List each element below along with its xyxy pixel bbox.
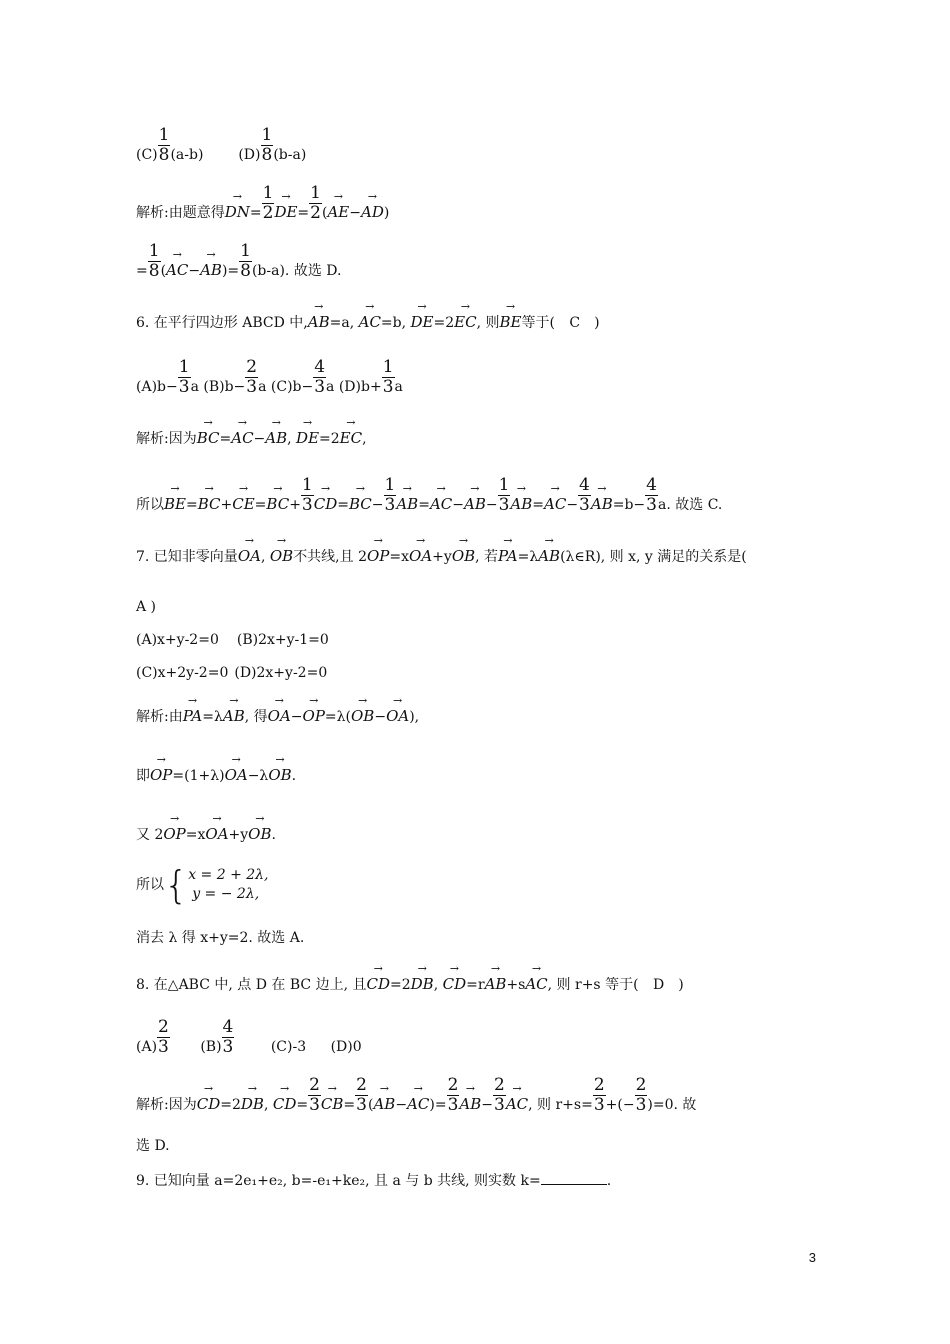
q8-stem: 8. 在△ABC 中, 点 D 在 BC 边上, 且→ CD=2→ DB, → CD=r→ AB+s→ AC, 则 r+s 等于( D ) xyxy=(136,974,684,995)
q8-solution-line1: 解析:因为→ CD=2→ DB, → CD= $\frac{2}{3}$ → CB= $\frac{2}{3}$ (→ AB−→ AC)= $\frac{2}{3}$ → AB− $\frac{2}{3}$ → AC, 则 r+s= $\frac{2}{3}$ +(− $\frac{2}{3}$ )=0. 故 xyxy=(136,1076,696,1115)
q9-stem: 9. 已知向量 a=2e₁+e₂, b=-e₁+ke₂, 且 a 与 b 共线, 则实数 k= . xyxy=(136,1170,611,1191)
q8-choices: (A) $\frac{2}{3}$ (B) $\frac{4}{3}$ (C)-3 (D)0 xyxy=(136,1017,362,1057)
equation-system: { x = 2 + 2λ, y = − 2λ, xyxy=(164,863,269,907)
answer-blank[interactable] xyxy=(541,1170,607,1185)
q7-solution-line1: 解析:由→ PA=λ→ AB, 得→ OA−→ OP=λ(→ OB−→ OA), xyxy=(136,706,419,727)
q5-solution-line1: 解析:由题意得→ DN= $\frac{1}{2}$ → DE= $\frac{1}{2}$ (→ AE−→ AD) xyxy=(136,184,389,223)
q7-stem: 7. 已知非零向量→ OA, → OB不共线,且 2→ OP=x→ OA+y→ OB, 若→ PA=λ→ AB(λ∈R), 则 x, y 满足的关系是( xyxy=(136,546,747,567)
q7-solution-line5: 消去 λ 得 x+y=2. 故选 A. xyxy=(136,930,305,946)
q7-answer: A ) xyxy=(136,599,157,615)
q6-solution-line1: 解析:因为→ BC=→ AC−→ AB, → DE=2→ EC, xyxy=(136,428,367,449)
q6-stem: 6. 在平行四边形 ABCD 中,→ AB=a, → AC=b, → DE=2→ EC, 则→ BE等于( C ) xyxy=(136,312,600,333)
fraction-1-8: $\frac{1}{8}$ xyxy=(261,125,273,165)
page-number: 3 xyxy=(808,1250,816,1265)
fraction-1-8: $\frac{1}{8}$ xyxy=(158,125,170,165)
q5-solution-line2: = $\frac{1}{8}$ (→ AC−→ AB)= $\frac{1}{8}$ (b-a). 故选 D. xyxy=(136,242,341,281)
q7-solution-line4: 所以 { x = 2 + 2λ, y = − 2λ, xyxy=(136,863,269,907)
q5-choices: (C) $\frac{1}{8}$ (a-b) (D) $\frac{1}{8}$ (b-a) xyxy=(136,125,307,165)
brace-icon: { xyxy=(164,863,189,907)
q7-choices-row2: (C)x+2y-2=0 (D)2x+y-2=0 xyxy=(136,665,328,681)
q6-choices: (A)b− $\frac{1}{3}$ a (B)b− $\frac{2}{3}$ a (C)b− $\frac{4}{3}$ a (D)b+ $\frac{1}{3}$ a xyxy=(136,357,403,397)
q6-answer: C xyxy=(569,315,581,331)
q7-solution-line2: 即→ OP=(1+λ)→ OA−λ→ OB. xyxy=(136,765,296,786)
q8-solution-line2: 选 D. xyxy=(136,1138,170,1154)
q7-choices-row1: (A)x+y-2=0 (B)2x+y-1=0 xyxy=(136,632,329,648)
q8-answer: D xyxy=(652,977,665,993)
q6-solution-line2: 所以→ BE=→ BC+→ CE=→ BC+ $\frac{1}{3}$ → CD=→ BC− $\frac{1}{3}$ → AB=→ AC−→ AB− $\frac{1}{3}$ → AB=→ AC− $\frac{4}{3}$ → AB=b− $\frac{4}{3}$ a. 故选 C. xyxy=(136,476,722,515)
q7-solution-line3: 又 2→ OP=x→ OA+y→ OB. xyxy=(136,824,276,845)
